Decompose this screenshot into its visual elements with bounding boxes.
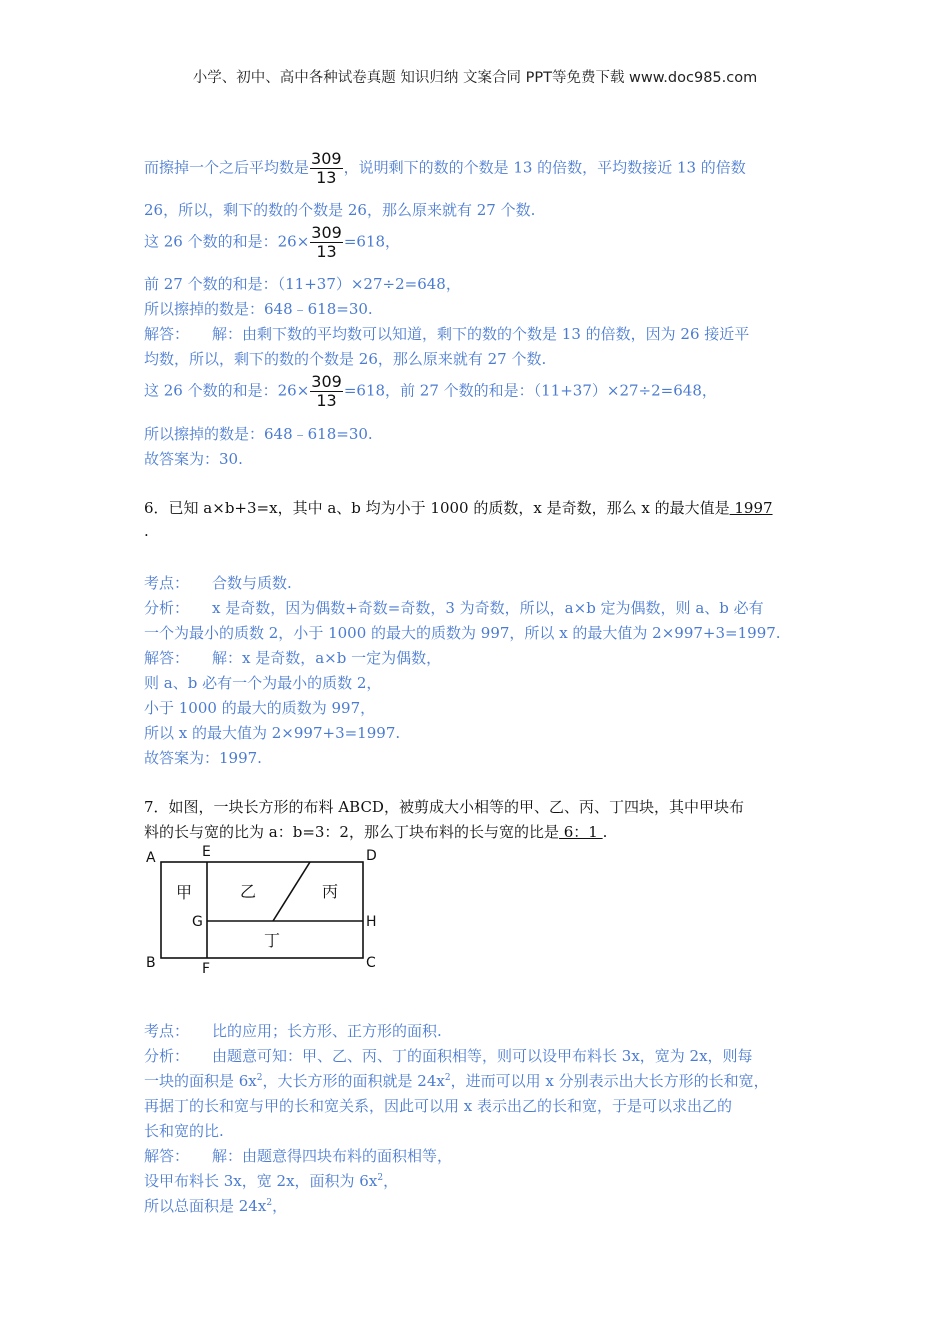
rect-abcd (161, 862, 363, 958)
q7-fenxi-4: 长和宽的比. (144, 1122, 224, 1140)
q6-question-end: . (144, 522, 149, 540)
label-ding: 丁 (264, 931, 281, 950)
label-g: G (192, 914, 203, 930)
p5-line-2: 26，所以，剩下的数的个数是 26，那么原来就有 27 个数. (144, 201, 536, 219)
line-yi-bing-divider (273, 862, 310, 921)
q7-jieda-1: 解答： 解：由题意得四块布料的面积相等， (144, 1147, 453, 1165)
rectangle-abcd-figure (140, 840, 390, 980)
p5-line-10: 故答案为：30. (144, 450, 243, 468)
label-d: D (366, 848, 377, 864)
label-e: E (202, 844, 211, 860)
p5-line-1: 而擦掉一个之后平均数是 $\frac{309}{13}$ ，说明剩下的数的个数是 13 的倍数，平均数接近 13 的倍数 (144, 149, 746, 187)
q6-kaodian: 考点： 合数与质数. (144, 574, 292, 592)
q7-jieda-2: 设甲布料长 3x，宽 2x，面积为 $6x^2$， (144, 1172, 399, 1190)
label-jia: 甲 (176, 883, 193, 902)
q7-answer: 6：1 (558, 823, 603, 841)
label-a: A (146, 850, 156, 866)
label-bing: 丙 (322, 882, 339, 901)
q7-kaodian: 考点： 比的应用；长方形、正方形的面积. (144, 1022, 442, 1040)
p5-line-6: 解答： 解：由剩下数的平均数可以知道，剩下的数的个数是 13 的倍数，因为 26 接近平 (144, 325, 750, 343)
label-b: B (146, 955, 156, 971)
q6-jieda-2: 则 a、b 必有一个为最小的质数 2， (144, 674, 382, 692)
q7-question-1: 7．如图，一块长方形的布料 ABCD，被剪成大小相等的甲、乙、丙、丁四块，其中甲块布 (144, 798, 744, 816)
q7-fenxi-1: 分析： 由题意可知：甲、乙、丙、丁的面积相等，则可以设甲布料长 3x，宽为 2x，则每 (144, 1047, 753, 1065)
q7-fenxi-3: 再据丁的长和宽与甲的长和宽关系，因此可以用 x 表示出乙的长和宽，于是可以求出乙的 (144, 1097, 732, 1115)
label-h: H (366, 914, 377, 930)
label-f: F (202, 961, 211, 977)
p5-line-5: 所以擦掉的数是：648﹣618=30. (144, 300, 373, 318)
q6-question: 6．已知 a×b+3=x，其中 a、b 均为小于 1000 的质数，x 是奇数，那么 x 的最大值是 1997 (144, 499, 773, 517)
q6-jieda-4: 所以 x 的最大值为 2×997+3=1997. (144, 724, 401, 742)
page-header: 小学、初中、高中各种试卷真题 知识归纳 文案合同 PPT等免费下载 www.doc985.com (192, 70, 758, 86)
fraction-309-13: $\frac{309}{13}$ (311, 223, 342, 261)
q6-fenxi-1: 分析： x 是奇数，因为偶数+奇数=奇数，3 为奇数，所以，a×b 定为偶数，则 a、b 必有 (144, 599, 764, 617)
q7-jieda-3: 所以总面积是 $24x^2$， (144, 1197, 288, 1215)
fraction-309-13: $\frac{309}{13}$ (311, 372, 342, 410)
q6-jieda-3: 小于 1000 的最大的质数为 997， (144, 699, 376, 717)
q6-answer: 1997 (729, 499, 773, 517)
p5-line-9: 所以擦掉的数是：648﹣618=30. (144, 425, 373, 443)
q6-fenxi-2: 一个为最小的质数 2，小于 1000 的最大的质数为 997，所以 x 的最大值为 2×997+3=1997. (144, 624, 781, 642)
fraction-309-13: $\frac{309}{13}$ (311, 149, 342, 187)
q7-fenxi-2: 一块的面积是 $6x^2$，大长方形的面积就是 $24x^2$，进而可以用 x 分别表示出大长方形的长和宽， (144, 1072, 769, 1090)
q6-jieda-5: 故答案为：1997. (144, 749, 262, 767)
label-c: C (366, 955, 376, 971)
p5-line-3: 这 26 个数的和是：26× $\frac{309}{13}$ =618， (144, 223, 401, 261)
label-yi: 乙 (240, 882, 257, 901)
p5-line-7: 均数，所以，剩下的数的个数是 26，那么原来就有 27 个数. (144, 350, 547, 368)
p5-line-4: 前 27 个数的和是：（11+37）×27÷2=648， (144, 275, 461, 293)
p5-line-8: 这 26 个数的和是：26× $\frac{309}{13}$ =618，前 27 个数的和是：（11+37）×27÷2=648， (144, 372, 717, 410)
q6-jieda-1: 解答： 解：x 是奇数，a×b 一定为偶数， (144, 649, 442, 667)
q7-question-2: 料的长与宽的比为 a：b=3：2，那么丁块布料的长与宽的比是 6：1 . (144, 823, 608, 841)
